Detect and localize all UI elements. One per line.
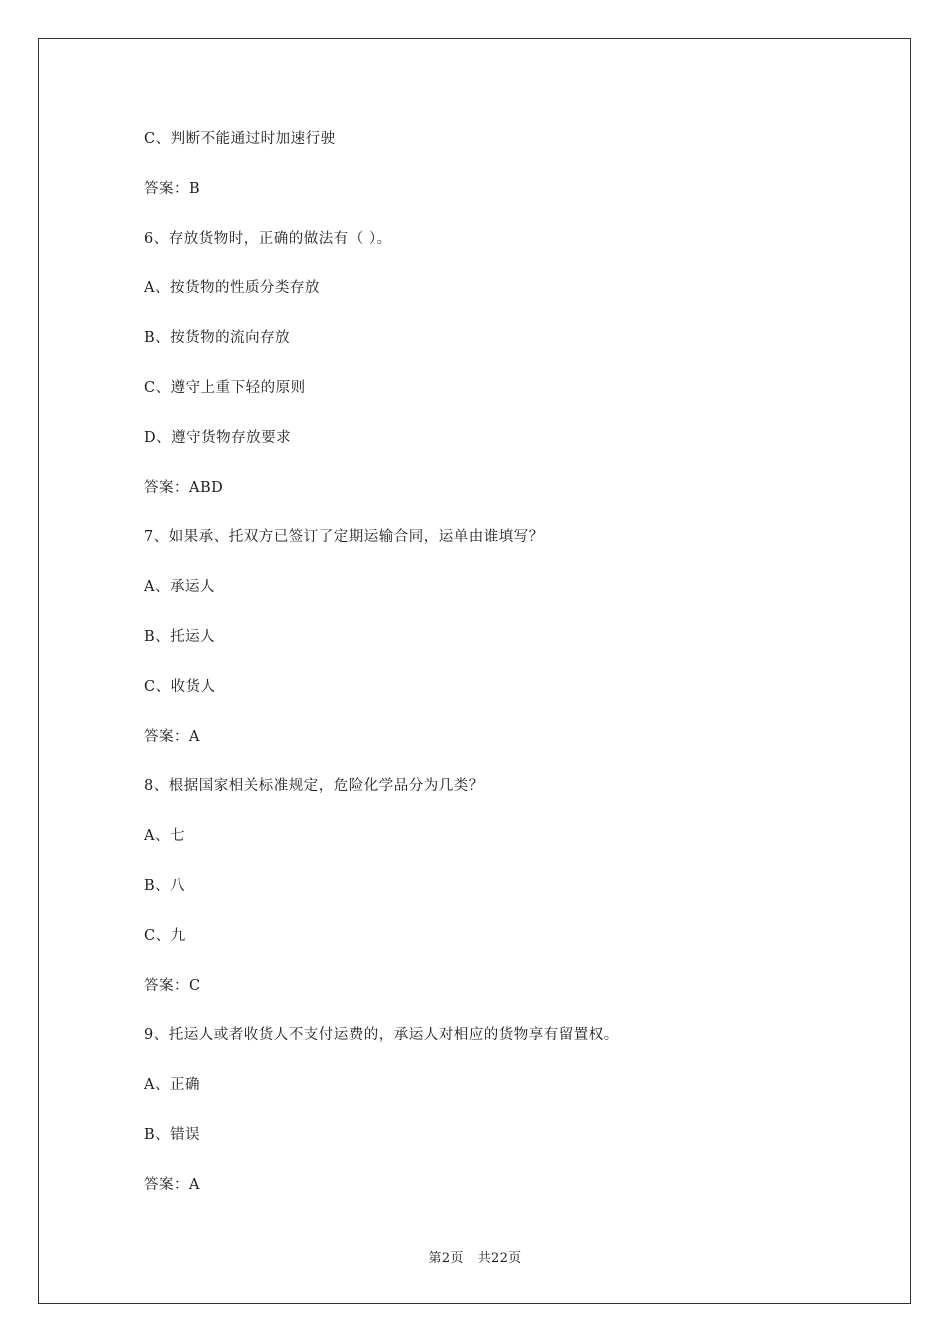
page-footer xyxy=(0,1247,950,1266)
option-c-q7: C、收货人 xyxy=(144,678,216,695)
option-c-q8: C、九 xyxy=(144,927,186,944)
answer-q6: 答案：ABD xyxy=(144,479,224,496)
document-body xyxy=(144,126,864,1222)
option-a-q9: A、正确 xyxy=(144,1077,200,1094)
answer-q5: 答案：B xyxy=(144,180,201,197)
question-7: 7、如果承、托双方已签订了定期运输合同，运单由谁填写？ xyxy=(144,529,544,546)
option-b-q6: B、按货物的流向存放 xyxy=(144,330,291,347)
option-a-q8: A、七 xyxy=(144,828,185,845)
page-number: 第2页 xyxy=(428,1251,464,1266)
option-c-q6: C、遵守上重下轻的原则 xyxy=(144,379,306,396)
page-total: 共22页 xyxy=(477,1251,522,1266)
question-9: 9、托运人或者收货人不支付运费的，承运人对相应的货物享有留置权。 xyxy=(144,1027,619,1044)
option-b-q7: B、托运人 xyxy=(144,628,216,645)
option-d-q6: D、遵守货物存放要求 xyxy=(144,429,292,446)
question-6: 6、存放货物时，正确的做法有（ ）。 xyxy=(144,230,392,247)
option-b-q8: B、八 xyxy=(144,877,186,894)
answer-q7: 答案：A xyxy=(144,728,200,745)
option-a-q6: A、按货物的性质分类存放 xyxy=(144,280,320,297)
option-b-q9: B、错误 xyxy=(144,1126,201,1143)
option-a-q7: A、承运人 xyxy=(144,579,215,596)
answer-q9: 答案：A xyxy=(144,1176,200,1193)
option-c-q5: C、判断不能通过时加速行驶 xyxy=(144,131,336,147)
answer-q8: 答案：C xyxy=(144,977,201,994)
question-8: 8、根据国家相关标准规定，危险化学品分为几类？ xyxy=(144,778,484,795)
